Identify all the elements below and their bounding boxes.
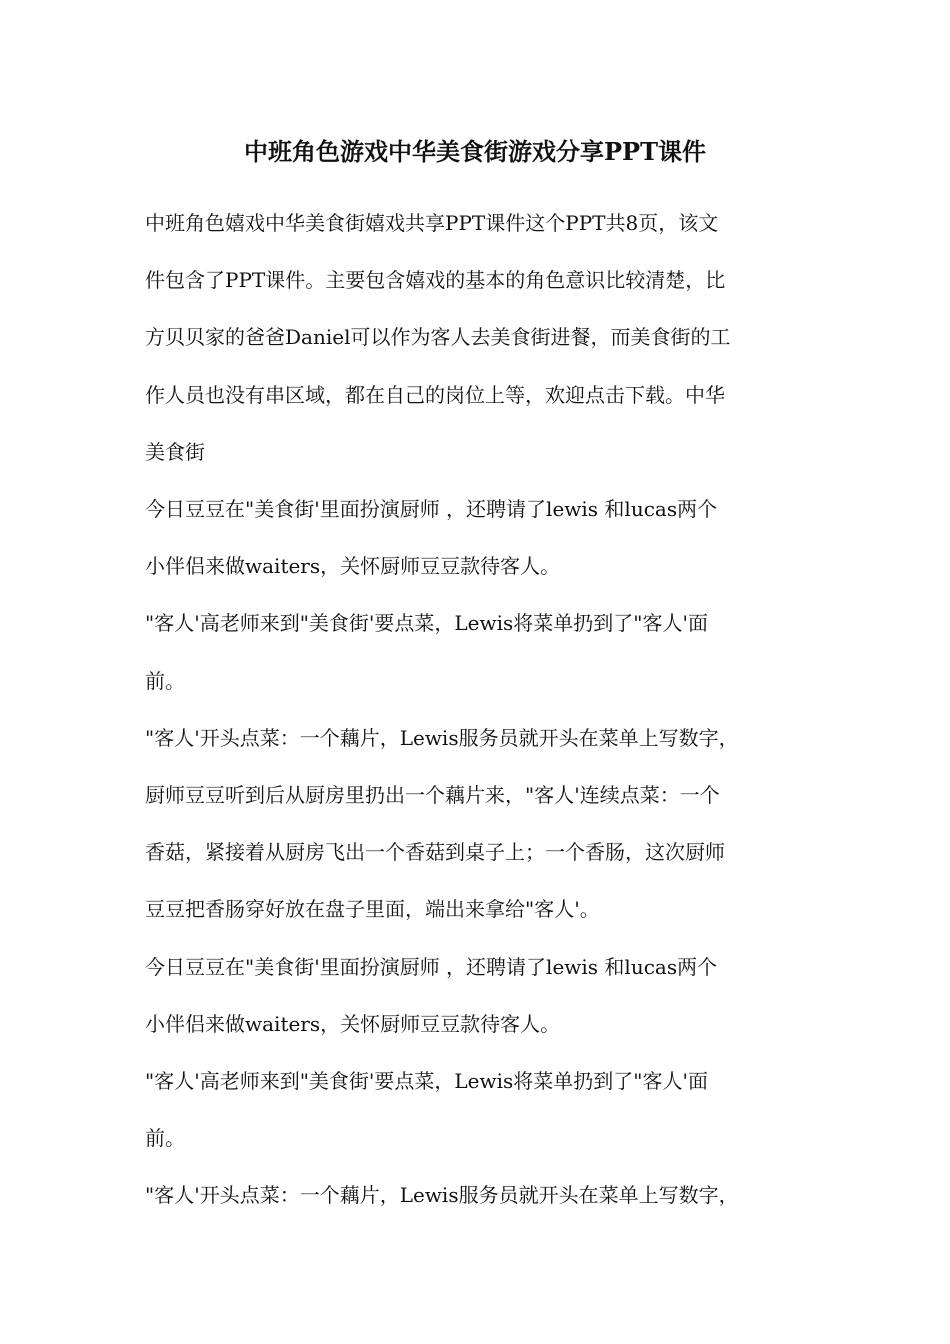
body-line: 美食街 xyxy=(145,439,205,464)
body-line: "客人'开头点菜：一个藕片，Lewis服务员就开头在菜单上写数字， xyxy=(145,1183,739,1208)
body-line: 香菇，紧接着从厨房飞出一个香菇到桌子上；一个香肠，这次厨师 xyxy=(145,840,725,865)
body-line: 中班角色嬉戏中华美食街嬉戏共享PPT课件这个PPT共8页，该文 xyxy=(145,211,719,235)
body-line: 今日豆豆在"美食街'里面扮演厨师 ，还聘请了lewis 和lucas两个 xyxy=(145,497,718,522)
body-line: 前。 xyxy=(145,668,185,693)
body-line: 前。 xyxy=(145,1126,185,1151)
body-line: 小伴侣来做waiters，关怀厨师豆豆款待客人。 xyxy=(145,554,561,579)
body-line: "客人'开头点菜：一个藕片，Lewis服务员就开头在菜单上写数字， xyxy=(145,725,739,750)
body-line: "客人'高老师来到"美食街'要点菜，Lewis将菜单扔到了"客人'面 xyxy=(145,1069,708,1094)
body-line: "客人'高老师来到"美食街'要点菜，Lewis将菜单扔到了"客人'面 xyxy=(145,611,708,636)
document-title: 中班角色游戏中华美食街游戏分享PPT课件 xyxy=(244,137,706,166)
body-line: 作人员也没有串区域，都在自己的岗位上等，欢迎点击下载。中华 xyxy=(145,382,725,407)
body-line: 厨师豆豆听到后从厨房里扔出一个藕片来，"客人'连续点菜：一个 xyxy=(145,783,720,808)
document-body xyxy=(145,195,810,1225)
body-line: 豆豆把香肠穿好放在盘子里面，端出来拿给"客人'。 xyxy=(145,897,600,922)
body-line: 今日豆豆在"美食街'里面扮演厨师 ，还聘请了lewis 和lucas两个 xyxy=(145,954,718,979)
body-line: 方贝贝家的爸爸Daniel可以作为客人去美食街进餐，而美食街的工 xyxy=(145,325,731,350)
body-line: 件包含了PPT课件。主要包含嬉戏的基本的角色意识比较清楚，比 xyxy=(145,268,726,293)
body-line: 小伴侣来做waiters，关怀厨师豆豆款待客人。 xyxy=(145,1011,561,1036)
